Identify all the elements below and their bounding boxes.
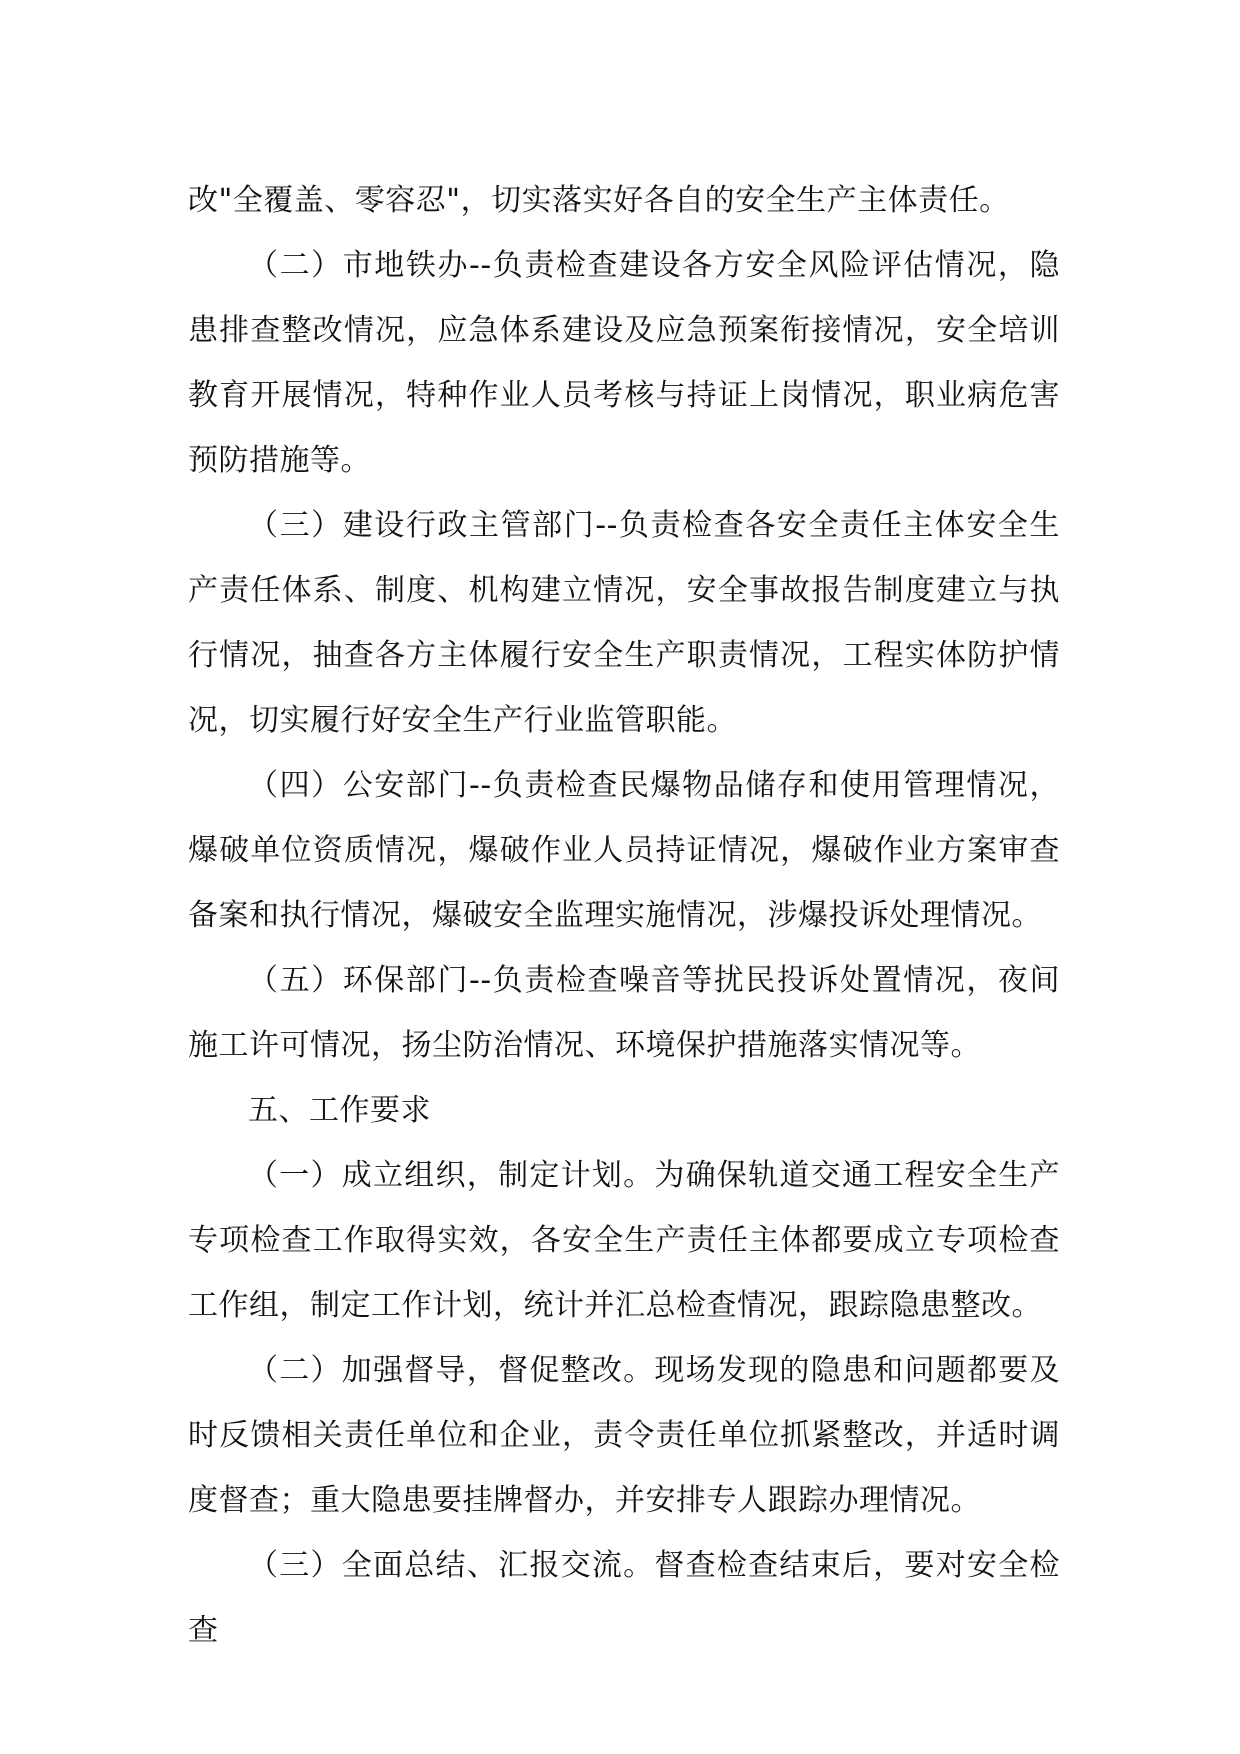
section-heading-work-requirements: 五、工作要求: [248, 1093, 431, 1128]
paragraph-requirement-one: （一）成立组织，制定计划。为确保轨道交通工程安全生产专项检查工作取得实效，各安全生产责任主体都要成立专项检查工作组，制定工作计划，统计并汇总检查情况，跟踪隐患整改。: [188, 1158, 1060, 1323]
paragraph-subway-office: （二）市地铁办--负责检查建设各方安全风险评估情况，隐患排查整改情况，应急体系建设及应急预案衔接情况，安全培训教育开展情况，特种作业人员考核与持证上岗情况，职业病危害预防措施等。: [188, 248, 1060, 478]
paragraph-public-security: （四）公安部门--负责检查民爆物品储存和使用管理情况，爆破单位资质情况，爆破作业人员持证情况，爆破作业方案审查备案和执行情况，爆破安全监理实施情况，涉爆投诉处理情况。: [188, 768, 1060, 933]
paragraph-requirement-three: （三）全面总结、汇报交流。督查检查结束后，要对安全检查: [188, 1548, 1060, 1648]
paragraph-requirement-two: （二）加强督导，督促整改。现场发现的隐患和问题都要及时反馈相关责任单位和企业，责令责任单位抓紧整改，并适时调度督查；重大隐患要挂牌督办，并安排专人跟踪办理情况。: [188, 1353, 1060, 1518]
paragraph-continuation: 改"全覆盖、零容忍"，切实落实好各自的安全生产主体责任。: [188, 183, 1010, 218]
paragraph-construction-dept: （三）建设行政主管部门--负责检查各安全责任主体安全生产责任体系、制度、机构建立情况，安全事故报告制度建立与执行情况，抽查各方主体履行安全生产职责情况，工程实体防护情况，切实履行好安全生产行业监管职能。: [188, 508, 1060, 738]
paragraph-environmental: （五）环保部门--负责检查噪音等扰民投诉处置情况，夜间施工许可情况，扬尘防治情况、环境保护措施落实情况等。: [188, 963, 1060, 1063]
document-body: [188, 168, 1060, 1663]
